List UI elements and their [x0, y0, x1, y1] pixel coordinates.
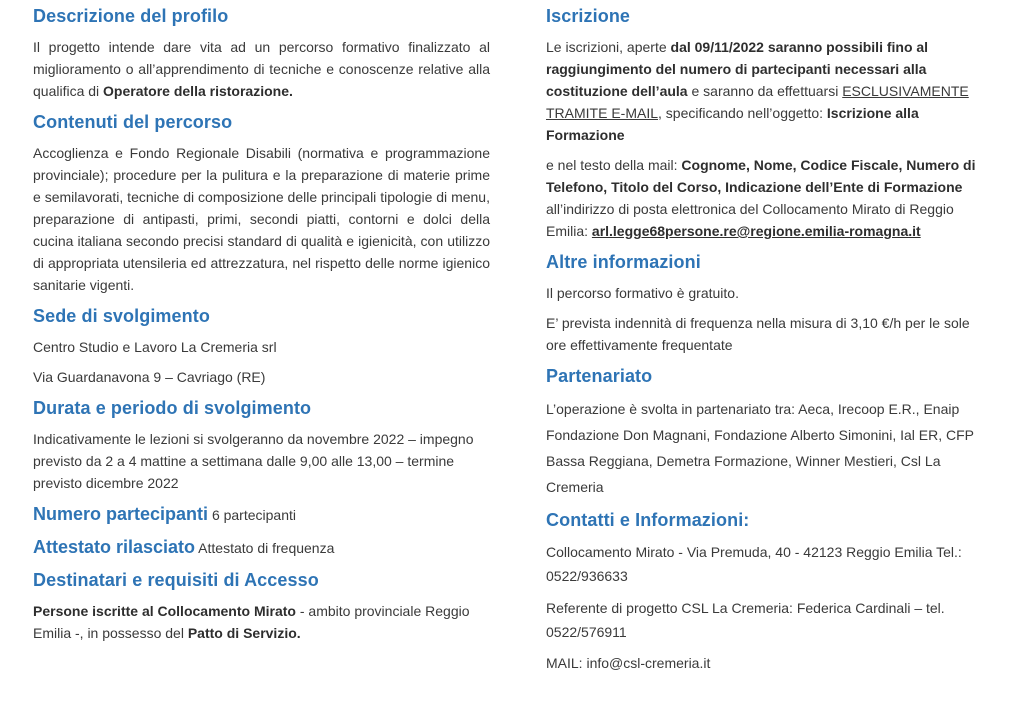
text-run: all’indirizzo di posta elettronica del Collocamento Mirato di Reggio Emilia:	[546, 201, 954, 239]
text-run: Accoglienza e Fondo Regionale Disabili (normativa e programmazione provinciale); procedure per la pulitura e la preparazione di materie prime e semilavorati, tecniche di composizione delle principali tipologie di menu, preparazione di antipasti, primi, secondi piatti, contorni e dolci della cucina italiana secondo precisi standard di qualità e igienicità, con utilizzo di appropriata utensileria ed attrezzatura, nel rispetto delle norme igienico sanitarie vigenti.	[33, 145, 490, 293]
text-run: Cognome, Nome, Codice Fiscale, Numero di Telefono, Titolo del Corso, Indicazione dell’Ente di Formazione	[546, 157, 976, 195]
section-heading-partenariato: Partenariato	[546, 366, 653, 386]
text-run: Persone iscritte al Collocamento Mirato	[33, 603, 296, 619]
text-run: Centro Studio e Lavoro La Cremeria srl	[33, 339, 277, 355]
text-run: L’operazione è svolta in partenariato tra: Aeca, Irecoop E.R., Enaip Fondazione Don Magnani, Fondazione Alberto Simonini, Ial ER, CFP Bassa Reggiana, Demetra Formazione, Winner Mestieri, Csl La Cremeria	[546, 401, 974, 495]
text-run: - ambito provinciale Reggio Emilia -, in possesso del	[33, 603, 470, 641]
paragraph	[33, 142, 490, 296]
text-run: E’ prevista indennità di frequenza nella misura di 3,10 €/h per le sole ore effettivamente frequentate	[546, 315, 970, 353]
text-run: dal 09/11/2022 saranno possibili fino al raggiungimento del numero di partecipanti necessari alla costituzione dell’aula	[546, 39, 929, 99]
section-heading-descrizione-del-profilo: Descrizione del profilo	[33, 6, 229, 26]
email-link[interactable]: arl.legge68persone.re@regione.emilia-romagna.it	[591, 223, 921, 239]
text-run: Patto di Servizio.	[187, 625, 301, 641]
text-run: 6 partecipanti	[211, 507, 296, 523]
inline-heading-numero-partecipanti: Numero partecipanti	[33, 504, 209, 524]
paragraph	[33, 366, 490, 388]
text-run: Via Guardanavona 9 – Cavriago (RE)	[33, 369, 266, 385]
right-column	[546, 4, 992, 723]
paragraph	[546, 540, 992, 588]
paragraph	[546, 36, 992, 146]
paragraph	[546, 154, 992, 242]
text-run: e nel testo della mail:	[546, 157, 682, 173]
section-heading-destinatari-e-requisiti-di-accesso: Destinatari e requisiti di Accesso	[33, 570, 319, 590]
text-run: Le iscrizioni, aperte	[546, 39, 671, 55]
text-run: Attestato di frequenza	[198, 540, 335, 556]
labeled-line-attestato-rilasciato	[33, 535, 490, 560]
paragraph	[546, 652, 992, 674]
text-run: e saranno da effettuarsi	[687, 83, 843, 99]
paragraph	[546, 312, 992, 356]
section-heading-altre-informazioni: Altre informazioni	[546, 252, 701, 272]
paragraph	[33, 600, 490, 644]
paragraph	[546, 596, 992, 644]
text-run: Iscrizione alla Formazione	[546, 105, 919, 143]
left-column	[33, 4, 490, 723]
text-run: MAIL: info@csl-cremeria.it	[546, 655, 711, 671]
paragraph	[33, 36, 490, 102]
text-run: Operatore della ristorazione.	[103, 83, 293, 99]
text-run: Indicativamente le lezioni si svolgeranno da novembre 2022 – impegno previsto da 2 a 4 mattine a settimana dalle 9,00 alle 13,00 – termine previsto dicembre 2022	[33, 431, 474, 491]
text-run: Il progetto intende dare vita ad un percorso formativo finalizzato al miglioramento o all’apprendimento di tecniche e conoscenze relative alla qualifica di	[33, 39, 490, 99]
text-run: Collocamento Mirato - Via Premuda, 40 - 42123 Reggio Emilia Tel.: 0522/936633	[546, 544, 962, 584]
text-run: Il percorso formativo è gratuito.	[546, 285, 739, 301]
section-heading-durata-e-periodo-di-svolgimento: Durata e periodo di svolgimento	[33, 398, 312, 418]
section-heading-contatti-e-informazioni: Contatti e Informazioni:	[546, 510, 750, 530]
section-heading-iscrizione: Iscrizione	[546, 6, 631, 26]
inline-heading-attestato-rilasciato: Attestato rilasciato	[33, 537, 196, 557]
section-heading-contenuti-del-percorso: Contenuti del percorso	[33, 112, 233, 132]
paragraph	[33, 428, 490, 494]
text-run: ESCLUSIVAMENTE TRAMITE E-MAIL	[546, 83, 969, 121]
text-run: , specificando nell’oggetto:	[658, 105, 827, 121]
paragraph	[546, 282, 992, 304]
paragraph	[546, 396, 992, 500]
paragraph	[33, 336, 490, 358]
text-run: Referente di progetto CSL La Cremeria: Federica Cardinali – tel. 0522/576911	[546, 600, 945, 640]
section-heading-sede-di-svolgimento: Sede di svolgimento	[33, 306, 210, 326]
labeled-line-numero-partecipanti	[33, 502, 490, 527]
